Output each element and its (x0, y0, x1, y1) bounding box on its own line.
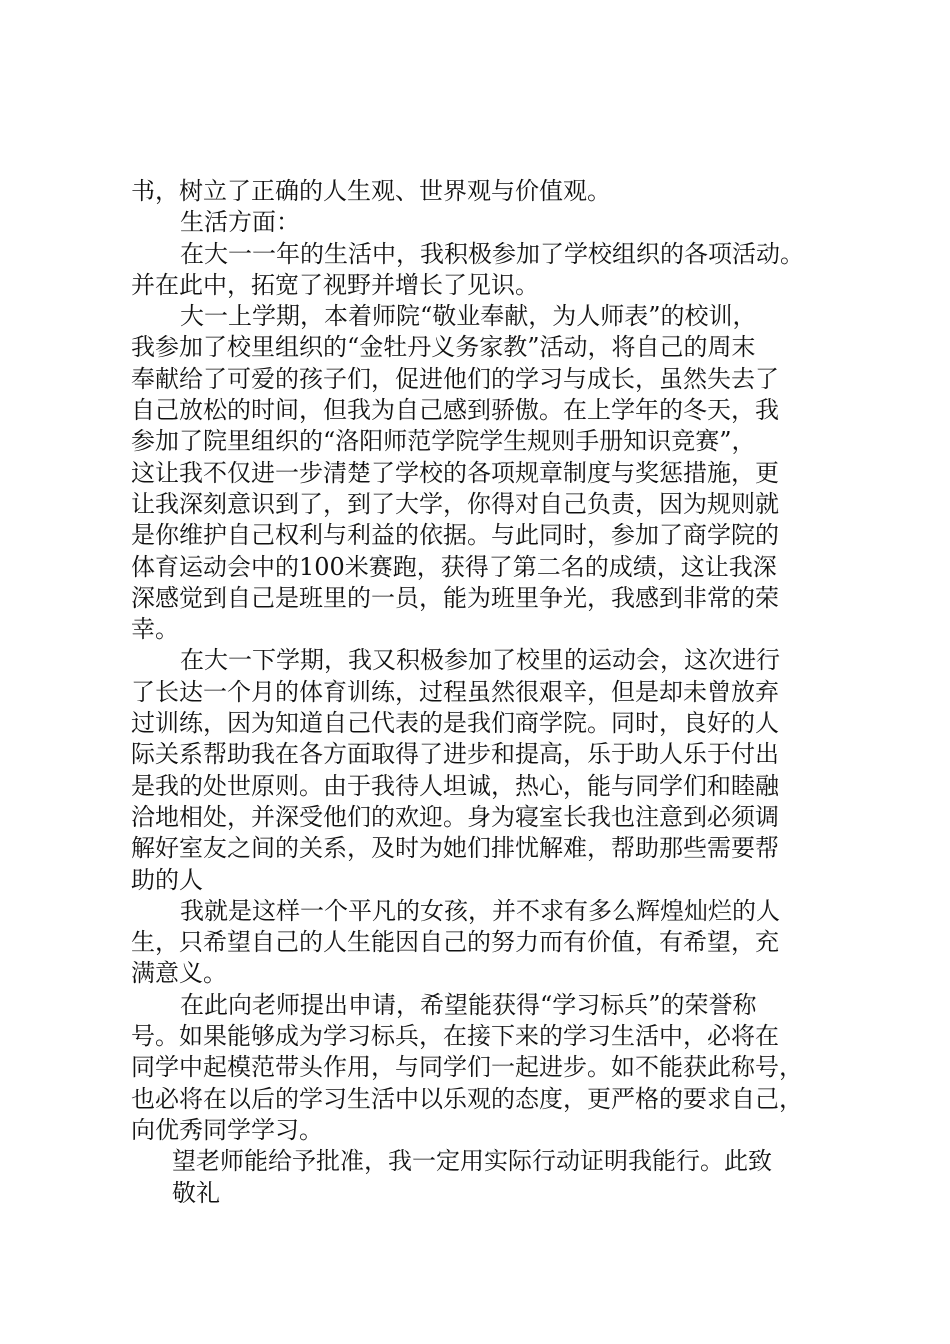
text-line: 深感觉到自己是班里的一员，能为班里争光，我感到非常的荣 (131, 583, 779, 612)
text-line: 并在此中，拓宽了视野并增长了见识。 (131, 270, 539, 299)
text-line: 奉献给了可爱的孩子们，促进他们的学习与成长，虽然失去了 (131, 364, 779, 393)
text-line: 也必将在以后的学习生活中以乐观的态度，更严格的要求自己， (131, 1084, 803, 1113)
text-line: 参加了院里组织的“洛阳师范学院学生规则手册知识竞赛”， (131, 427, 756, 456)
text-line: 我就是这样一个平凡的女孩，并不求有多么辉煌灿烂的人 (180, 896, 780, 925)
text-line: 体育运动会中的100米赛跑，获得了第二名的成绩，这让我深 (131, 552, 777, 581)
text-line: 在此向老师提出申请，希望能获得“学习标兵”的荣誉称 (180, 990, 757, 1019)
text-line: 是你维护自己权利与利益的依据。与此同时，参加了商学院的 (131, 521, 779, 550)
text-line: 幸。 (131, 615, 179, 644)
text-line: 了长达一个月的体育训练，过程虽然很艰辛，但是却未曾放弃 (131, 677, 779, 706)
text-line: 洽地相处，并深受他们的欢迎。身为寝室长我也注意到必须调 (131, 802, 779, 831)
text-line: 自己放松的时间，但我为自己感到骄傲。在上学年的冬天，我 (131, 396, 779, 425)
text-line: 生，只希望自己的人生能因自己的努力而有价值，有希望，充 (131, 928, 779, 957)
text-line: 书，树立了正确的人生观、世界观与价值观。 (131, 177, 611, 205)
text-line: 在大一下学期，我又积极参加了校里的运动会，这次进行 (180, 646, 780, 675)
document-body (131, 176, 843, 1209)
text-line: 际关系帮助我在各方面取得了进步和提高，乐于助人乐于付出 (131, 740, 779, 769)
text-line: 满意义。 (131, 959, 227, 988)
text-line: 在大一一年的生活中，我积极参加了学校组织的各项活动。 (180, 239, 804, 268)
text-line: 同学中起模范带头作用，与同学们一起进步。如不能获此称号， (131, 1053, 803, 1082)
text-line: 解好室友之间的关系，及时为她们排忧解难，帮助那些需要帮 (131, 834, 779, 863)
text-line: 向优秀同学学习。 (131, 1115, 323, 1144)
text-line: 这让我不仅进一步清楚了学校的各项规章制度与奖惩措施，更 (131, 458, 779, 487)
text-line: 助的人 (131, 865, 203, 894)
text-line: 是我的处世原则。由于我待人坦诚，热心，能与同学们和睦融 (131, 771, 779, 800)
text-line: 过训练，因为知道自己代表的是我们商学院。同时，良好的人 (131, 709, 779, 738)
text-line: 号。如果能够成为学习标兵，在接下来的学习生活中，必将在 (131, 1022, 779, 1051)
closing-line: 望老师能给予批准，我一定用实际行动证明我能行。此致 (172, 1147, 772, 1176)
text-line: 大一上学期，本着师院“敬业奉献，为人师表”的校训， (180, 302, 757, 331)
salutation: 敬礼 (172, 1178, 220, 1207)
text-line: 我参加了校里组织的“金牡丹义务家教”活动，将自己的周末 (131, 333, 756, 362)
section-heading-life: 生活方面： (180, 208, 300, 237)
text-line: 让我深刻意识到了，到了大学，你得对自己负责，因为规则就 (131, 489, 779, 518)
